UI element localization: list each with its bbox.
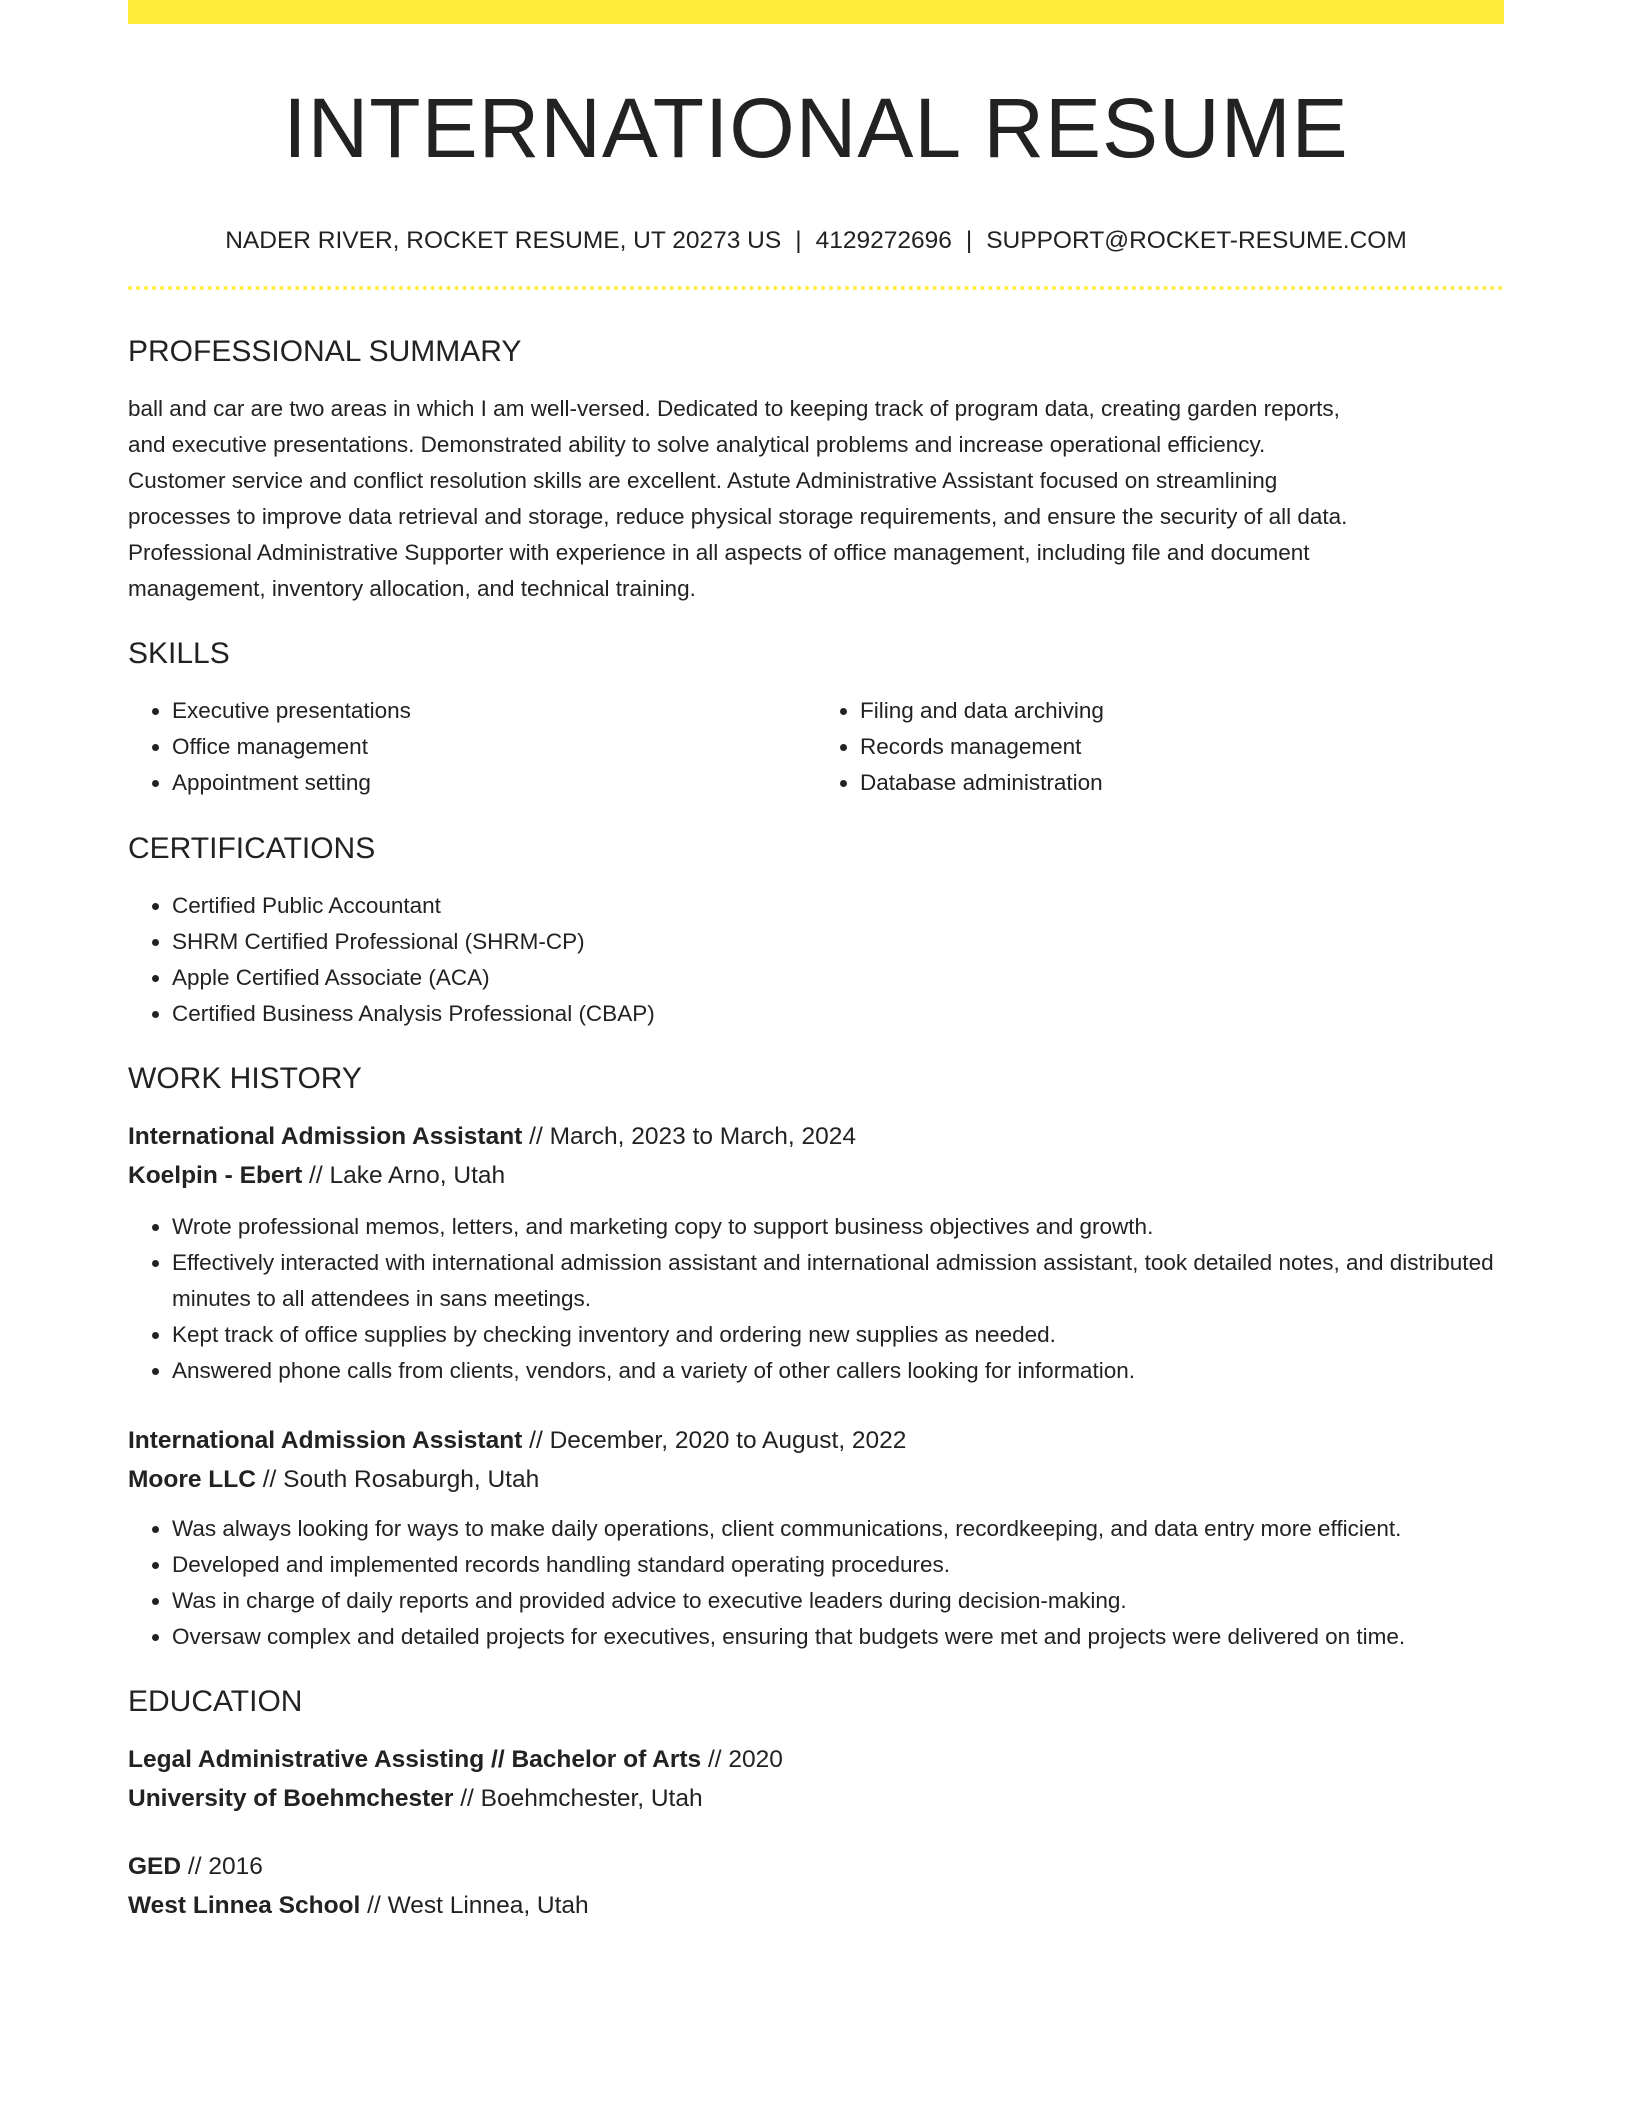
education-location: // West Linnea, Utah xyxy=(360,1891,589,1919)
section-title-education: EDUCATION xyxy=(128,1684,303,1718)
job-title: International Admission Assistant xyxy=(128,1426,523,1454)
section-title-work-history: WORK HISTORY xyxy=(128,1061,362,1095)
job-duty: • Answered phone calls from clients, vendors, and a variety of other callers looking for information. xyxy=(172,1353,1504,1389)
skill-item: • Office management xyxy=(172,729,816,765)
certification-item: • SHRM Certified Professional (SHRM-CP) xyxy=(172,924,1504,960)
section-title-skills: SKILLS xyxy=(128,636,230,670)
education-degree: GED xyxy=(128,1852,182,1880)
education-school-line xyxy=(128,1779,1504,1818)
contact-email: SUPPORT@ROCKET-RESUME.COM xyxy=(986,227,1407,255)
skills-column-right xyxy=(816,693,1504,801)
education-school: University of Boehmchester xyxy=(128,1784,454,1812)
job-duty: • Was always looking for ways to make daily operations, client communications, recordkeeping, and data entry more efficient. xyxy=(172,1511,1504,1547)
job-entry xyxy=(128,1117,1504,1389)
education-degree-line xyxy=(128,1847,1504,1886)
education-degree: Legal Administrative Assisting // Bachelor of Arts xyxy=(128,1745,702,1773)
contact-line xyxy=(128,226,1504,255)
certification-item: • Certified Business Analysis Professional (CBAP) xyxy=(172,996,1504,1032)
header-divider xyxy=(128,286,1504,290)
summary-line: Professional Administrative Supporter with experience in all aspects of office management, including file and document xyxy=(128,539,1310,565)
job-title: International Admission Assistant xyxy=(128,1122,523,1150)
job-duty: • Kept track of office supplies by checking inventory and ordering new supplies as needed. xyxy=(172,1317,1504,1353)
education-degree-line xyxy=(128,1740,1504,1779)
job-company: Moore LLC xyxy=(128,1465,256,1493)
job-dates: // December, 2020 to August, 2022 xyxy=(522,1426,907,1454)
education-entry xyxy=(128,1740,1504,1818)
summary-line: processes to improve data retrieval and storage, reduce physical storage requirements, and ensure the security of all data. xyxy=(128,503,1348,529)
job-title-line xyxy=(128,1421,1504,1460)
accent-top-bar xyxy=(128,0,1504,24)
skills-column-left xyxy=(128,693,816,801)
job-dates: // March, 2023 to March, 2024 xyxy=(522,1122,856,1150)
contact-separator: | xyxy=(795,227,802,255)
job-title-line xyxy=(128,1117,1504,1156)
summary-line: Customer service and conflict resolution skills are excellent. Astute Administrative Assistant focused on streamlining xyxy=(128,467,1278,493)
job-company-line xyxy=(128,1156,1504,1195)
job-duty: • Oversaw complex and detailed projects for executives, ensuring that budgets were met and projects were delivered on time. xyxy=(172,1619,1504,1655)
education-school: West Linnea School xyxy=(128,1891,361,1919)
education-school-line xyxy=(128,1886,1504,1925)
skill-item: • Appointment setting xyxy=(172,765,816,801)
resume-page xyxy=(128,0,1504,1925)
resume-name: INTERNATIONAL RESUME xyxy=(283,81,1349,175)
job-entry xyxy=(128,1421,1504,1655)
summary-text xyxy=(128,391,1504,607)
job-location: // Lake Arno, Utah xyxy=(302,1161,506,1189)
education-year: // 2016 xyxy=(181,1852,263,1880)
summary-line: management, inventory allocation, and technical training. xyxy=(128,575,696,601)
skill-item: • Filing and data archiving xyxy=(860,693,1504,729)
job-duty: • Effectively interacted with international admission assistant and international admission assistant, took detailed notes, and distributed minutes to all attendees in sans meetings. xyxy=(172,1245,1504,1317)
skill-item: • Database administration xyxy=(860,765,1504,801)
skill-item: • Records management xyxy=(860,729,1504,765)
job-duties-list xyxy=(128,1511,1504,1655)
certification-item: • Apple Certified Associate (ACA) xyxy=(172,960,1504,996)
job-company: Koelpin - Ebert xyxy=(128,1161,303,1189)
certifications-list xyxy=(128,888,1504,1032)
certification-item: • Certified Public Accountant xyxy=(172,888,1504,924)
education-entry xyxy=(128,1847,1504,1925)
contact-separator: | xyxy=(965,227,973,255)
job-duty: • Developed and implemented records handling standard operating procedures. xyxy=(172,1547,1504,1583)
job-company-line xyxy=(128,1460,1504,1499)
education-year: // 2020 xyxy=(701,1745,783,1773)
contact-phone: 4129272696 xyxy=(815,227,952,255)
contact-address: NADER RIVER, ROCKET RESUME, UT 20273 US xyxy=(225,227,782,255)
job-location: // South Rosaburgh, Utah xyxy=(255,1465,540,1493)
summary-line: ball and car are two areas in which I am well-versed. Dedicated to keeping track of program data, creating garden reports, xyxy=(128,395,1340,421)
education-location: // Boehmchester, Utah xyxy=(453,1784,703,1812)
section-title-summary: PROFESSIONAL SUMMARY xyxy=(128,334,522,368)
summary-line: and executive presentations. Demonstrated ability to solve analytical problems and increase operational efficiency. xyxy=(128,431,1266,457)
skills-list xyxy=(128,693,1504,801)
job-duty: • Was in charge of daily reports and provided advice to executive leaders during decision-making. xyxy=(172,1583,1504,1619)
skill-item: • Executive presentations xyxy=(172,693,816,729)
job-duty: • Wrote professional memos, letters, and marketing copy to support business objectives and growth. xyxy=(172,1209,1504,1245)
section-title-certifications: CERTIFICATIONS xyxy=(128,831,376,865)
job-duties-list xyxy=(128,1209,1504,1389)
